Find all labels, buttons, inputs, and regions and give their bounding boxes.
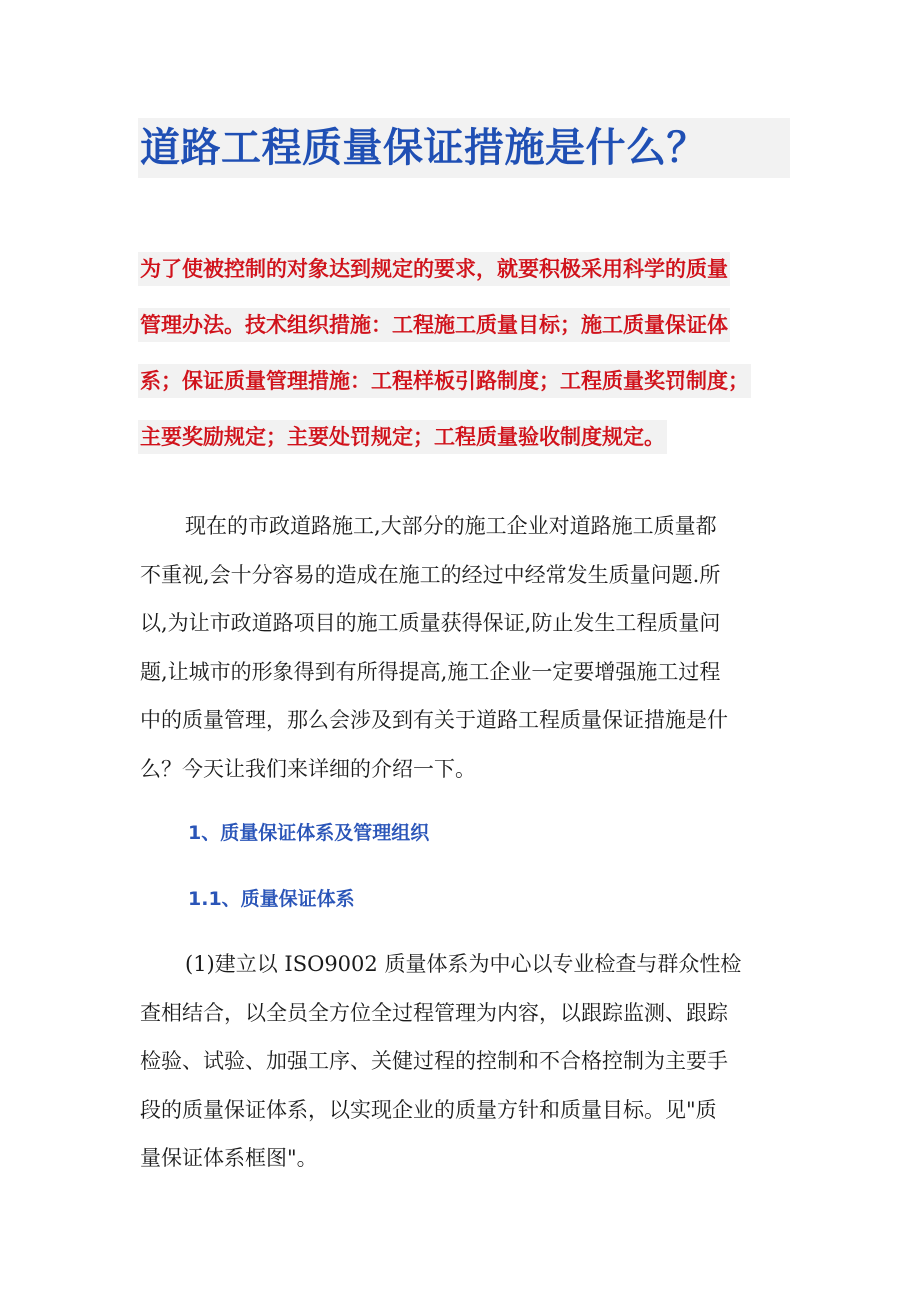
section-heading-1-1: 1.1、质量保证体系 bbox=[188, 888, 355, 910]
paragraph-line: 现在的市政道路施工,大部分的施工企业对道路施工质量都 bbox=[185, 514, 717, 538]
paragraph-line: 量保证体系框图"。 bbox=[140, 1146, 318, 1170]
paragraph-line: 题,让城市的形象得到有所得提高,施工企业一定要增强施工过程 bbox=[140, 659, 721, 684]
paragraph-line: 查相结合，以全员全方位全过程管理为内容，以跟踪监测、跟踪 bbox=[140, 1000, 728, 1025]
page-title: 道路工程质量保证措施是什么？ bbox=[140, 125, 707, 171]
paragraph-line: 中的质量管理，那么会涉及到有关于道路工程质量保证措施是什 bbox=[140, 708, 728, 732]
paragraph-line: 不重视,会十分容易的造成在施工的经过中经常发生质量问题.所 bbox=[140, 562, 721, 587]
summary-line: 为了使被控制的对象达到规定的要求，就要积极采用科学的质量 bbox=[138, 252, 730, 286]
paragraph-line: 检验、试验、加强工序、关健过程的控制和不合格控制为主要手 bbox=[140, 1049, 728, 1073]
paragraph-line: (1)建立以 ISO9002 质量体系为中心以专业检查与群众性检 bbox=[185, 952, 742, 976]
summary-line: 主要奖励规定；主要处罚规定；工程质量验收制度规定。 bbox=[138, 420, 667, 454]
section-heading-1: 1、质量保证体系及管理组织 bbox=[188, 822, 430, 844]
summary-line: 系；保证质量管理措施：工程样板引路制度；工程质量奖罚制度； bbox=[138, 364, 751, 398]
quality-system-paragraph bbox=[140, 940, 782, 1183]
paragraph-line: 以,为让市政道路项目的施工质量获得保证,防止发生工程质量问 bbox=[140, 611, 721, 635]
paragraph-line: 段的质量保证体系，以实现企业的质量方针和质量目标。见"质 bbox=[140, 1097, 717, 1122]
summary-block bbox=[138, 252, 788, 476]
paragraph-line: 么？今天让我们来详细的介绍一下。 bbox=[140, 756, 476, 781]
summary-line: 管理办法。技术组织措施：工程施工质量目标；施工质量保证体 bbox=[138, 308, 730, 342]
intro-paragraph bbox=[140, 502, 782, 793]
